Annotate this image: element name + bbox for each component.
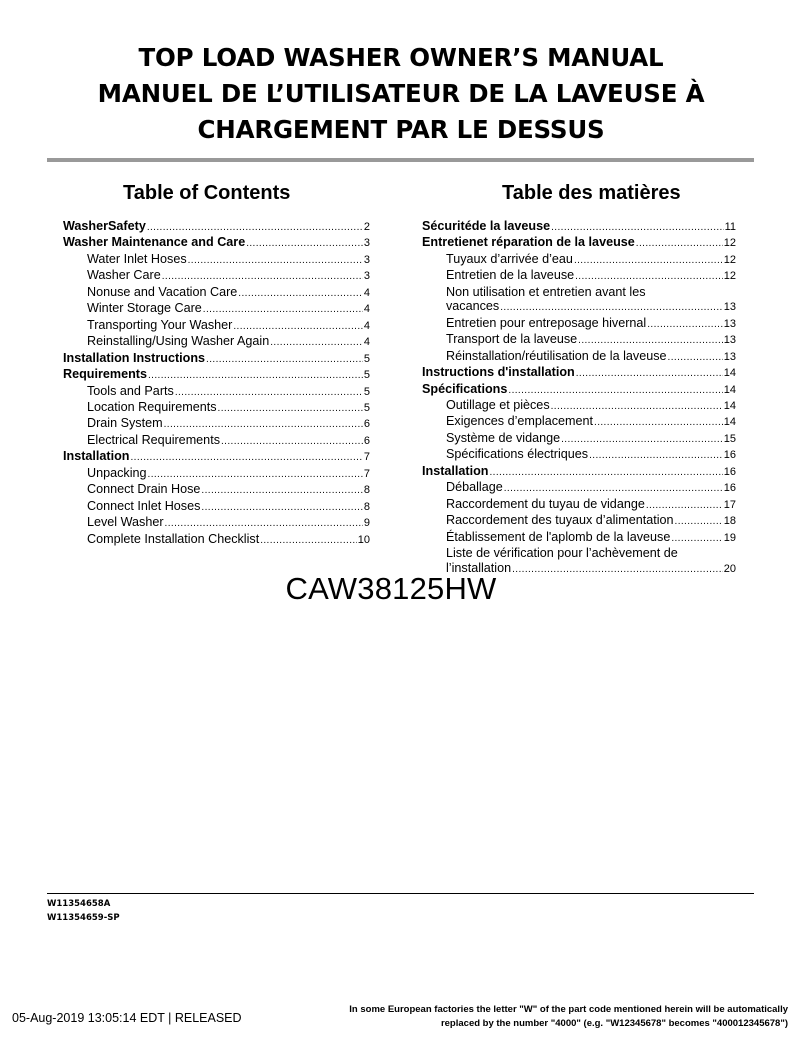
toc-fr xyxy=(422,219,736,577)
title-divider xyxy=(47,158,754,162)
toc-en xyxy=(63,219,370,548)
toc-entry[interactable]: Installation ..... 7 xyxy=(63,449,370,465)
toc-entry[interactable]: Washer Care ..... 3 xyxy=(63,268,370,284)
toc-entry[interactable]: Electrical Requirements ..... 6 xyxy=(63,433,370,449)
toc-entry[interactable]: vacances ..... 13 xyxy=(422,299,736,315)
toc-entry[interactable]: Connect Inlet Hoses ..... 8 xyxy=(63,499,370,515)
release-stamp: 05-Aug-2019 13:05:14 EDT | RELEASED xyxy=(12,1011,242,1025)
toc-entry[interactable]: Level Washer ..... 9 xyxy=(63,515,370,531)
toc-entry[interactable]: Tools and Parts ..... 5 xyxy=(63,384,370,400)
toc-entry[interactable]: Water Inlet Hoses ..... 3 xyxy=(63,252,370,268)
toc-entry[interactable]: Winter Storage Care ..... 4 xyxy=(63,301,370,317)
toc-entry[interactable]: Exigences d’emplacement ..... 14 xyxy=(422,414,736,430)
toc-entry[interactable]: Raccordement du tuyau de vidange ..... 17 xyxy=(422,497,736,513)
toc-entry[interactable]: Entretien de la laveuse ..... 12 xyxy=(422,268,736,284)
part-code-note xyxy=(248,1003,788,1031)
document-title xyxy=(0,40,802,148)
toc-entry[interactable]: Drain System ..... 6 xyxy=(63,416,370,432)
toc-entry[interactable]: Installation ..... 16 xyxy=(422,464,736,480)
toc-entry[interactable]: Installation Instructions ..... 5 xyxy=(63,351,370,367)
footer-divider xyxy=(47,893,754,894)
toc-entry[interactable]: Non utilisation et entretien avant les xyxy=(446,284,646,299)
toc-entry[interactable]: Requirements ..... 5 xyxy=(63,367,370,383)
toc-fr-heading: Table des matières xyxy=(502,182,681,204)
toc-entry[interactable]: Location Requirements ..... 5 xyxy=(63,400,370,416)
toc-entry[interactable]: Déballage ..... 16 xyxy=(422,480,736,496)
toc-entry[interactable]: Nonuse and Vacation Care ..... 4 xyxy=(63,285,370,301)
toc-entry[interactable]: Système de vidange ..... 15 xyxy=(422,431,736,447)
toc-entry[interactable]: Connect Drain Hose ..... 8 xyxy=(63,482,370,498)
toc-entry[interactable]: Washer Maintenance and Care ..... 3 xyxy=(63,235,370,251)
toc-entry[interactable]: Entretien pour entreposage hivernal ..... 13 xyxy=(422,316,736,332)
toc-entry[interactable]: Instructions d'installation ..... 14 xyxy=(422,365,736,381)
toc-entry[interactable]: Spécifications ..... 14 xyxy=(422,382,736,398)
title-line-3: CHARGEMENT PAR LE DESSUS xyxy=(197,115,605,144)
toc-entry[interactable]: Raccordement des tuyaux d’alimentation ..... 18 xyxy=(422,513,736,529)
toc-entry[interactable]: Entretienet réparation de la laveuse ..... 12 xyxy=(422,235,736,251)
model-number: CAW38125HW xyxy=(285,571,497,606)
part-code-note-line-2: replaced by the number "4000" (e.g. "W12345678" becomes "400012345678") xyxy=(440,1018,788,1029)
toc-entry[interactable]: WasherSafety ..... 2 xyxy=(63,219,370,235)
part-number: W11354658A xyxy=(47,899,111,909)
toc-entry[interactable]: Transporting Your Washer ..... 4 xyxy=(63,318,370,334)
toc-entry[interactable]: Tuyaux d’arrivée d’eau ..... 12 xyxy=(422,252,736,268)
toc-entry[interactable]: Transport de la laveuse ..... 13 xyxy=(422,332,736,348)
title-line-2: MANUEL DE L’UTILISATEUR DE LA LAVEUSE À xyxy=(97,79,705,108)
toc-entry[interactable]: Complete Installation Checklist ..... 10 xyxy=(63,532,370,548)
toc-entry[interactable]: Réinstallation/réutilisation de la laveuse ..... 13 xyxy=(422,349,736,365)
toc-entry[interactable]: Sécuritéde la laveuse ..... 11 xyxy=(422,219,736,235)
title-line-1: TOP LOAD WASHER OWNER’S MANUAL xyxy=(138,43,664,72)
toc-entry[interactable]: Établissement de l'aplomb de la laveuse ..... 19 xyxy=(422,530,736,546)
toc-en-heading: Table of Contents xyxy=(123,182,291,204)
toc-entry[interactable]: Outillage et pièces ..... 14 xyxy=(422,398,736,414)
toc-entry[interactable]: Liste de vérification pour l’achèvement de xyxy=(446,546,678,561)
part-code-note-line-1: In some European factories the letter "W" of the part code mentioned herein will be automatically xyxy=(349,1004,788,1015)
toc-entry[interactable]: Reinstalling/Using Washer Again ..... 4 xyxy=(63,334,370,350)
toc-entry[interactable]: l’installation ..... 20 xyxy=(422,561,736,577)
part-number: W11354659-SP xyxy=(47,913,120,923)
toc-entry[interactable]: Unpacking ..... 7 xyxy=(63,466,370,482)
toc-entry[interactable]: Spécifications électriques ..... 16 xyxy=(422,447,736,463)
